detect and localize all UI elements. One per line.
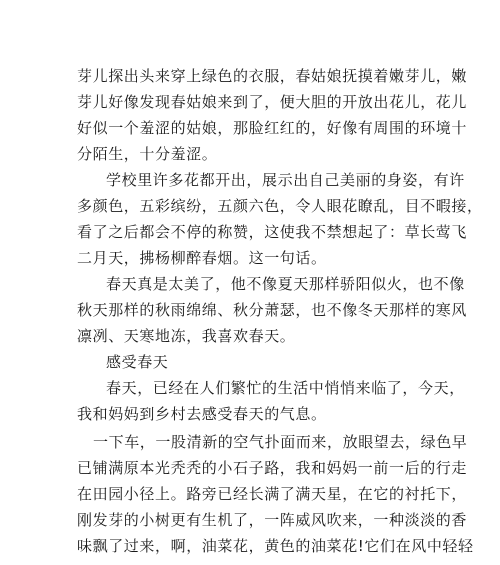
text-line: 芽儿好像发现春姑娘来到了，便大胆的开放出花儿，花儿 <box>77 93 468 111</box>
text-line: 秋天那样的秋雨绵绵、秋分萧瑟，也不像冬天那样的寒风 <box>77 301 468 319</box>
text-line: 好似一个羞涩的姑娘，那脸红红的，好像有周围的环境十 <box>77 119 468 137</box>
text-line: 看了之后都会不停的称赞，这使我不禁想起了：草长莺飞 <box>77 223 468 241</box>
text-line: 春天，已经在人们繁忙的生活中悄悄来临了，今天， <box>106 379 465 397</box>
text-line: 在田园小径上。路旁已经长满了满天星，在它的衬托下， <box>77 485 468 503</box>
section-heading: 感受春天 <box>106 353 169 371</box>
text-line: 二月天，拂杨柳醉春烟。这一句话。 <box>77 249 327 267</box>
text-line: 味飘了过来，啊，油菜花，黄色的油菜花!它们在风中轻轻 <box>77 537 474 555</box>
text-line: 多颜色，五彩缤纷，五颜六色，令人眼花瞭乱，目不暇接， <box>77 197 483 215</box>
text-line: 已铺满原本光秃秃的小石子路，我和妈妈一前一后的行走 <box>77 459 468 477</box>
text-line: 春天真是太美了，他不像夏天那样骄阳似火，也不像 <box>106 275 465 293</box>
text-line: 分陌生，十分羞涩。 <box>77 145 218 163</box>
text-line: 凛冽、天寒地冻，我喜欢春天。 <box>77 327 296 345</box>
text-line: 一下车，一股清新的空气扑面而来，放眼望去，绿色早 <box>93 433 468 451</box>
text-line: 刚发芽的小树更有生机了，一阵威风吹来，一种淡淡的香 <box>77 511 468 529</box>
text-line: 学校里许多花都开出，展示出自己美丽的身姿，有许 <box>106 171 465 189</box>
text-line: 我和妈妈到乡村去感受春天的气息。 <box>77 405 327 423</box>
text-line: 芽儿探出头来穿上绿色的衣服，春姑娘抚摸着嫩芽儿，嫩 <box>77 67 468 85</box>
